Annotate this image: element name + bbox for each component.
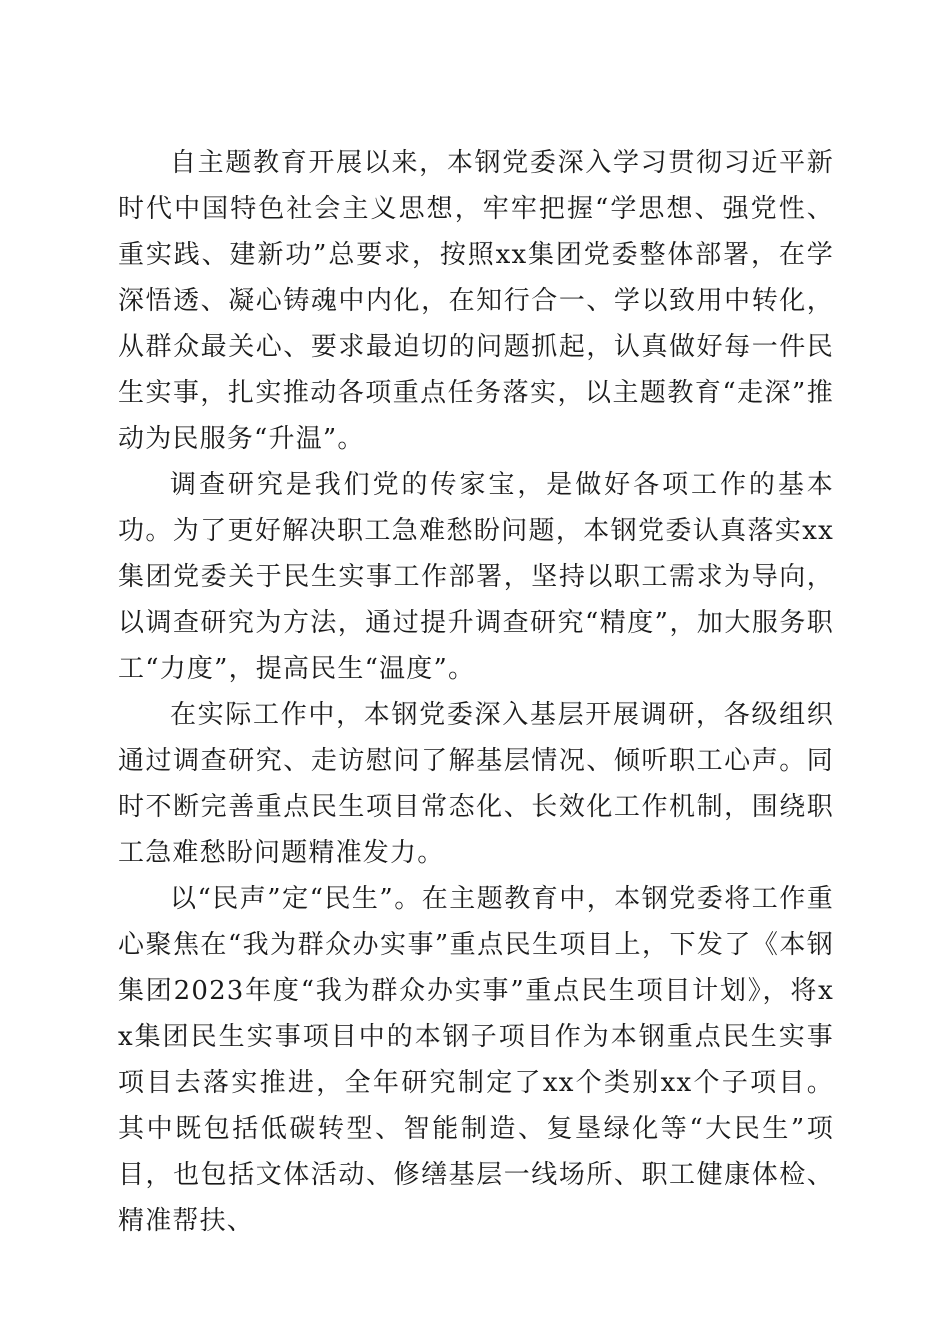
paragraph: 在实际工作中，本钢党委深入基层开展调研，各级组织通过调查研究、走访慰问了解基层情况、倾听职工心声。同时不断完善重点民生项目常态化、长效化工作机制，围绕职工急难愁盼问题精准发力。 [118,700,834,868]
paragraph: 以“民声”定“民生”。在主题教育中，本钢党委将工作重心聚焦在“我为群众办实事”重点民生项目上，下发了《本钢集团2023年度“我为群众办实事”重点民生项目计划》，将xx集团民生实事项目中的本钢子项目作为本钢重点民生实事项目去落实推进，全年研究制定了xx个类别xx个子项目。其中既包括低碳转型、智能制造、复垦绿化等“大民生”项目，也包括文体活动、修缮基层一线场所、职工健康体检、精准帮扶、 [118,884,834,1236]
document-body [118,140,834,1244]
paragraph: 自主题教育开展以来，本钢党委深入学习贯彻习近平新时代中国特色社会主义思想，牢牢把握“学思想、强党性、重实践、建新功”总要求，按照xx集团党委整体部署，在学深悟透、凝心铸魂中内化，在知行合一、学以致用中转化，从群众最关心、要求最迫切的问题抓起，认真做好每一件民生实事，扎实推动各项重点任务落实，以主题教育“走深”推动为民服务“升温”。 [118,148,834,454]
paragraph: 调查研究是我们党的传家宝，是做好各项工作的基本功。为了更好解决职工急难愁盼问题，本钢党委认真落实xx集团党委关于民生实事工作部署，坚持以职工需求为导向，以调查研究为方法，通过提升调查研究“精度”，加大服务职工“力度”，提高民生“温度”。 [118,470,834,684]
